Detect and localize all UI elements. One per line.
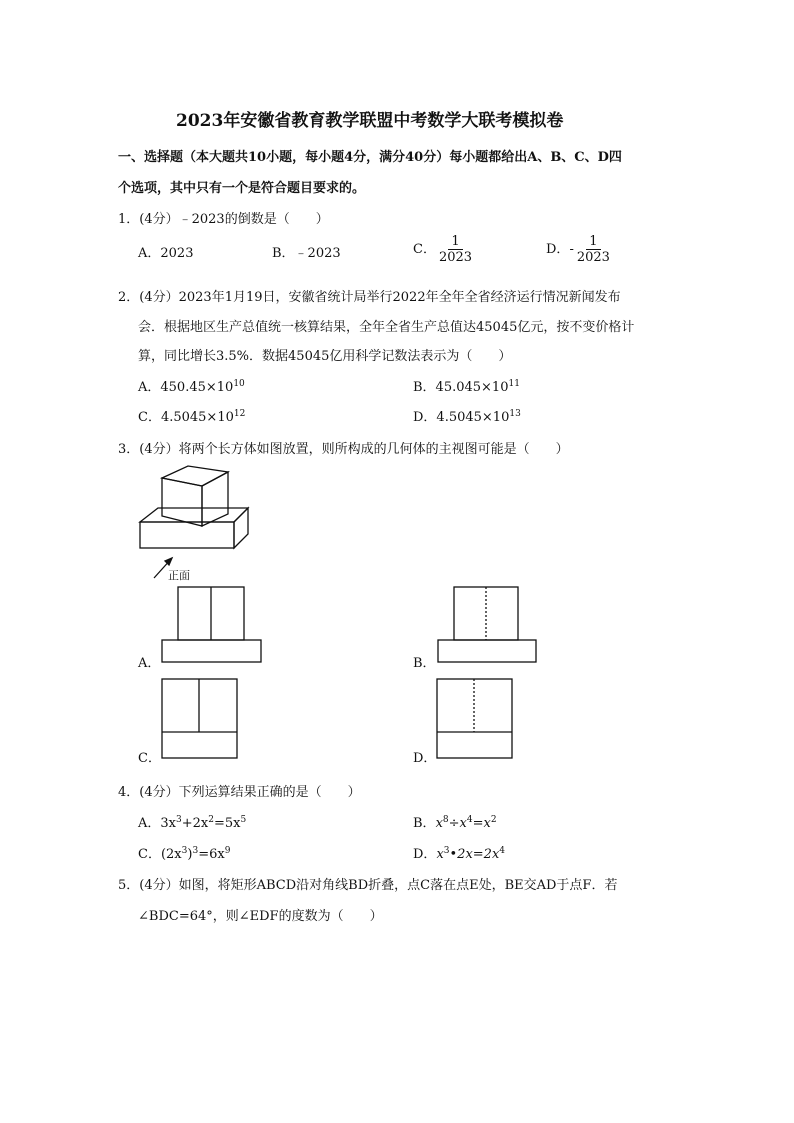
- q2-option-d-text: D．4.5045×10: [413, 410, 510, 425]
- section-heading-line2: 个选项，其中只有一个是符合题目要求的。: [118, 181, 366, 196]
- q1-option-d-label: D．: [546, 242, 570, 257]
- q4-option-a: [138, 812, 246, 831]
- cube-side-face: [202, 472, 228, 526]
- front-view-label: 正面: [168, 569, 190, 582]
- q4-b-part3: =x: [472, 816, 491, 831]
- q3-option-c: C．: [138, 751, 161, 766]
- q2-option-c: [138, 406, 245, 425]
- q4-a-exp3: 5: [240, 815, 247, 825]
- q4-option-b-label: B．: [413, 816, 436, 831]
- q4-c-part3: =6x: [198, 847, 225, 862]
- q4-d-exp1: 3: [443, 846, 450, 856]
- q4-a-part1: 3x: [160, 816, 176, 831]
- q2-option-a-exponent: 10: [233, 379, 245, 389]
- q3-solid-figure: [130, 462, 260, 582]
- page-title: 2023年安徽省教育教学联盟中考数学大联考模拟卷: [176, 111, 564, 131]
- q1-option-d-sign: -: [569, 242, 574, 257]
- q1-option-c-fraction: [436, 234, 475, 265]
- q4-option-b: [413, 812, 497, 831]
- q3-stem: 3．(4分）将两个长方体如图放置，则所构成的几何体的主视图可能是（ ）: [118, 442, 569, 457]
- q2-stem-line1: 2．(4分）2023年1月19日，安徽省统计局举行2022年全年全省经济运行情况新闻发布: [118, 290, 621, 305]
- q4-c-exp2: 3: [192, 846, 199, 856]
- q2-option-b: [413, 376, 520, 395]
- q4-option-d: [413, 843, 505, 862]
- q4-b-part1: x: [435, 816, 443, 831]
- q4-b-exp2: 4: [466, 815, 473, 825]
- q3-option-d: D．: [413, 751, 437, 766]
- q4-a-part3: =5x: [213, 816, 241, 831]
- q4-c-part1: (2x: [160, 847, 182, 862]
- slab-side-face: [234, 508, 248, 548]
- q2-stem-line3: 算，同比增长3.5%．数据45045亿用科学记数法表示为（ ）: [138, 349, 512, 364]
- q3-option-b: B．: [413, 656, 436, 671]
- q3-option-b-figure: [436, 586, 540, 664]
- q2-option-a: [138, 376, 245, 395]
- q2-option-c-exponent: 12: [233, 409, 246, 419]
- q2-stem-line2: 会．根据地区生产总值统一核算结果，全年全省生产总值达45045亿元，按不变价格计: [138, 320, 635, 335]
- q2-option-d-exponent: 13: [509, 409, 521, 419]
- outer-square: [437, 679, 512, 758]
- q4-c-exp3: 9: [224, 846, 231, 856]
- q4-option-c: [138, 843, 230, 862]
- q4-d-part1: x: [436, 847, 444, 862]
- q2-option-a-text: A．450.45×10: [138, 380, 234, 395]
- q4-d-part2: •2x=2x: [449, 847, 500, 862]
- q1-option-c-numerator: 1: [448, 234, 462, 250]
- q2-option-b-exponent: 11: [508, 379, 520, 389]
- q1-option-d-numerator: 1: [586, 234, 600, 250]
- q1-option-a: A．2023: [138, 246, 194, 261]
- q3-option-a: A．: [138, 656, 161, 671]
- q1-option-c-denominator: 2023: [438, 250, 473, 265]
- lower-block: [438, 640, 536, 662]
- q4-b-exp3: 2: [490, 815, 497, 825]
- cube-top-face: [162, 466, 228, 486]
- lower-block: [162, 640, 261, 662]
- q3-option-c-figure: [160, 678, 240, 760]
- q1-stem: 1．(4分）﹣2023的倒数是（ ）: [118, 212, 329, 227]
- q1-option-d-fraction: [574, 234, 613, 265]
- q1-option-d: [546, 234, 613, 265]
- q1-option-c: [413, 234, 475, 265]
- q4-c-exp1: 3: [181, 846, 188, 856]
- slab-top-face: [140, 508, 248, 522]
- q1-option-c-label: C．: [413, 242, 436, 257]
- q2-option-d: [413, 406, 521, 425]
- q5-stem-line2: ∠BDC=64°，则∠EDF的度数为（ ）: [138, 909, 383, 924]
- q4-option-c-label: C．: [138, 847, 161, 862]
- q4-b-part2: ÷x: [448, 816, 467, 831]
- q4-option-d-label: D．: [413, 847, 437, 862]
- q1-option-b: B．﹣2023: [272, 246, 341, 261]
- q5-stem-line1: 5．(4分）如图，将矩形ABCD沿对角线BD折叠，点C落在点E处，BE交AD于点F．若: [118, 878, 618, 893]
- q4-b-exp1: 8: [442, 815, 449, 825]
- section-heading-line1: 一、选择题（本大题共10小题，每小题4分，满分40分）每小题都给出A、B、C、D四: [118, 150, 622, 165]
- q4-c-part2: ): [187, 847, 193, 862]
- q3-option-a-figure: [160, 586, 264, 664]
- q4-stem: 4．(4分）下列运算结果正确的是（ ）: [118, 785, 361, 800]
- slab-front-face: [140, 522, 234, 548]
- q4-d-exp2: 4: [499, 846, 506, 856]
- q2-option-b-text: B．45.045×10: [413, 380, 509, 395]
- q2-option-c-text: C．4.5045×10: [138, 410, 234, 425]
- q1-option-d-denominator: 2023: [576, 250, 610, 265]
- q4-a-exp1: 3: [176, 815, 182, 825]
- cube-front-face: [162, 478, 202, 526]
- q3-option-d-figure: [435, 678, 515, 760]
- q4-a-part2: +2x: [181, 816, 209, 831]
- q4-option-a-label: A．: [138, 816, 161, 831]
- q4-a-exp2: 2: [208, 815, 214, 825]
